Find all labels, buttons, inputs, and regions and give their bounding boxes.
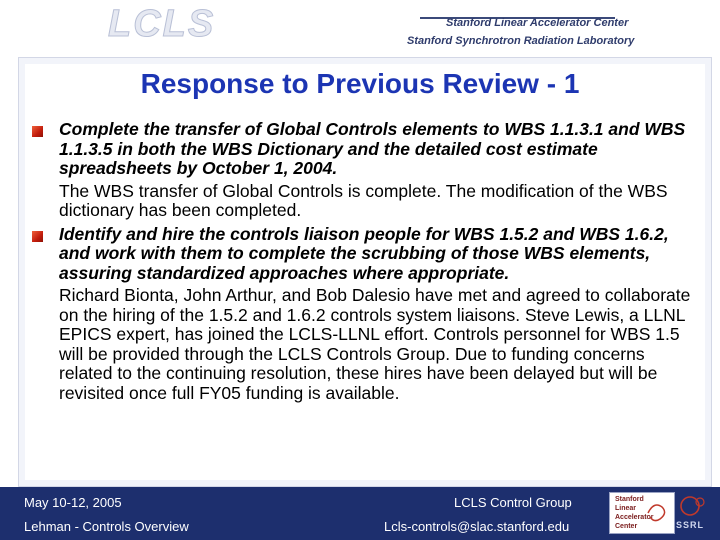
bullet-list <box>32 120 702 407</box>
accelerator-ring-icon <box>610 493 674 533</box>
review-response: Richard Bionta, John Arthur, and Bob Dalesio have met and agreed to collaborate on the hiring of the 1.5.2 and 1.6.2 controls system liaisons. Steve Lewis, a LLNL EPICS expert, has joined the LCLS-LLNL effort. Controls personnel for WBS 1.5 will be provided through the LCLS Controls Group. Due to funding concerns related to the continuing resolution, these hires have been delayed but will be revisited once full FY05 funding is available. <box>59 285 691 403</box>
review-recommendation: Identify and hire the controls liaison people for WBS 1.5.2 and WBS 1.6.2, and work with them to complete the scrubbing of those WBS elements, assuring standardized approaches where appropriate. <box>59 223 669 283</box>
footer-talk-title: Lehman - Controls Overview <box>24 519 189 534</box>
slac-logo-line: Linear <box>615 505 637 512</box>
review-recommendation: Complete the transfer of Global Controls elements to WBS 1.1.3.1 and WBS 1.1.3.5 in both the WBS Dictionary and the detailed cost estimate spreadsheets by October 1, 2004. <box>59 119 686 178</box>
slac-logo-line: Accelerator <box>615 514 654 521</box>
slac-logo-line: Center <box>615 523 638 530</box>
slac-institution-name: Stanford Linear Accelerator Center <box>446 17 629 29</box>
review-response: The WBS transfer of Global Controls is complete. The modification of the WBS dictionary has been completed. <box>59 180 668 220</box>
footer-date: May 10-12, 2005 <box>24 495 122 510</box>
bullet-square-icon <box>32 231 43 242</box>
slide-header <box>0 0 720 52</box>
slac-logo-line: Stanford <box>615 496 644 503</box>
slac-logo <box>609 492 675 534</box>
footer-email: Lcls-controls@slac.stanford.edu <box>384 519 570 534</box>
list-item <box>32 120 702 221</box>
ssrl-institution-name: Stanford Synchrotron Radiation Laboratory <box>407 35 635 47</box>
list-item <box>32 225 702 404</box>
ssrl-logo-text: SSRL <box>676 520 705 530</box>
slide-title: Response to Previous Review - 1 <box>140 68 580 99</box>
lcls-logo: LCLS <box>108 3 216 45</box>
bullet-square-icon <box>32 126 43 137</box>
footer-group-name: LCLS Control Group <box>454 495 572 510</box>
